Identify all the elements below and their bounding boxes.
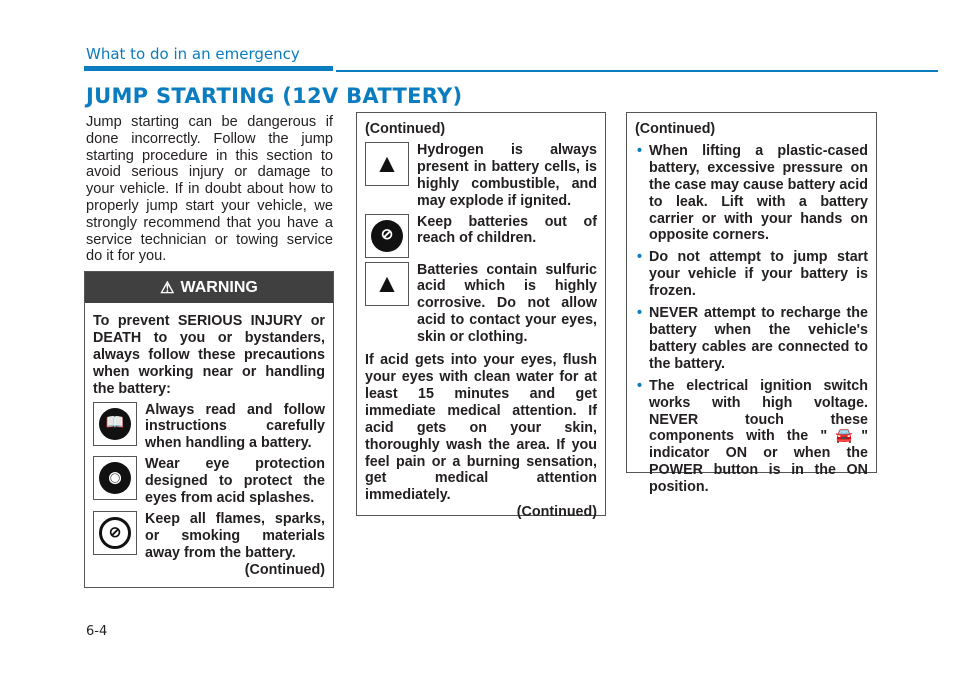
warning-item [365,214,597,258]
keep-children-away-icon: ⊘ [365,214,409,258]
continued-label: (Continued) [244,561,325,578]
warning-triangle-icon: ⚠ [160,279,175,297]
warning-box [84,271,334,588]
warning-item-text: Always read and follow instructions carefully when handling a battery. [145,401,325,452]
bullet-list [635,143,868,496]
bullet-item: • NEVER attempt to recharge the battery when the vehicle's battery cables are connected to the battery. [635,305,868,373]
right-warning-box [626,112,877,496]
warning-item-text: Wear eye protection designed to protect the eyes from acid splashes. [145,456,325,507]
bullet-text: The electrical ignition switch works with high voltage. NEVER touch these components with the " [649,377,868,445]
corrosive-acid-icon: ▲ [365,262,409,306]
warning-item-text: Batteries contain sulfuric acid which is highly corrosive. Do not allow acid to contact your eyes, skin or clothing. [417,261,597,346]
page-number: 6-4 [86,624,108,639]
bullet-text: " indicator ON or when the POWER button is in the ON position. [649,428,868,496]
warning-item [93,511,325,562]
read-manual-icon: 📖 [93,402,137,446]
section-header: What to do in an emergency [86,45,300,63]
intro-paragraph: Jump starting can be dangerous if done incorrectly. Follow the jump starting procedure in this section to avoid serious injury or damage to your vehicle. If in doubt about how to properly jump start your vehicle, we strongly recommend that you have a service technician or towing service do it for you. [86,114,333,265]
warning-item-text: Keep batteries out of reach of children. [417,213,597,247]
warning-item [93,456,325,507]
warning-item [365,262,597,347]
high-voltage-indicator-icon: 🚘 [827,428,862,445]
warning-item-text: Keep all flames, sparks, or smoking materials away from the battery. [145,510,325,561]
header-rule [336,70,938,72]
warning-lead: To prevent SERIOUS INJURY or DEATH to you or bystanders, always follow these precautions when working near or handling the battery: [93,313,325,397]
bullet-item: • Do not attempt to jump start your vehicle if your battery is frozen. [635,249,868,300]
warning-item-text: Hydrogen is always present in battery cells, is highly combustible, and may explode if ignited. [417,141,597,209]
continued-label: (Continued) [516,504,597,521]
warning-label: WARNING [180,278,258,296]
warning-item [365,142,597,210]
header-bar [84,66,333,71]
eye-protection-icon: ◉ [93,456,137,500]
acid-paragraph: If acid gets into your eyes, flush your eyes with clean water for at least 15 minutes and get immediate medical attention. If acid gets on your skin, thoroughly wash the area. If you feel pain or a burning sensation, get medical attention immediately. [365,352,597,504]
continued-label: (Continued) [365,121,446,137]
warning-header [85,272,333,303]
warning-item [93,402,325,453]
bullet-item [635,378,868,496]
page-title: JUMP STARTING (12V BATTERY) [86,84,463,108]
middle-warning-box [356,112,606,521]
no-flames-icon: ⊘ [93,511,137,555]
explosion-icon: ▲ [365,142,409,186]
continued-label: (Continued) [635,121,716,137]
bullet-item: • When lifting a plastic-cased battery, excessive pressure on the case may cause battery acid to leak. Lift with a battery carrier or with your hands on opposite corners. [635,143,868,244]
